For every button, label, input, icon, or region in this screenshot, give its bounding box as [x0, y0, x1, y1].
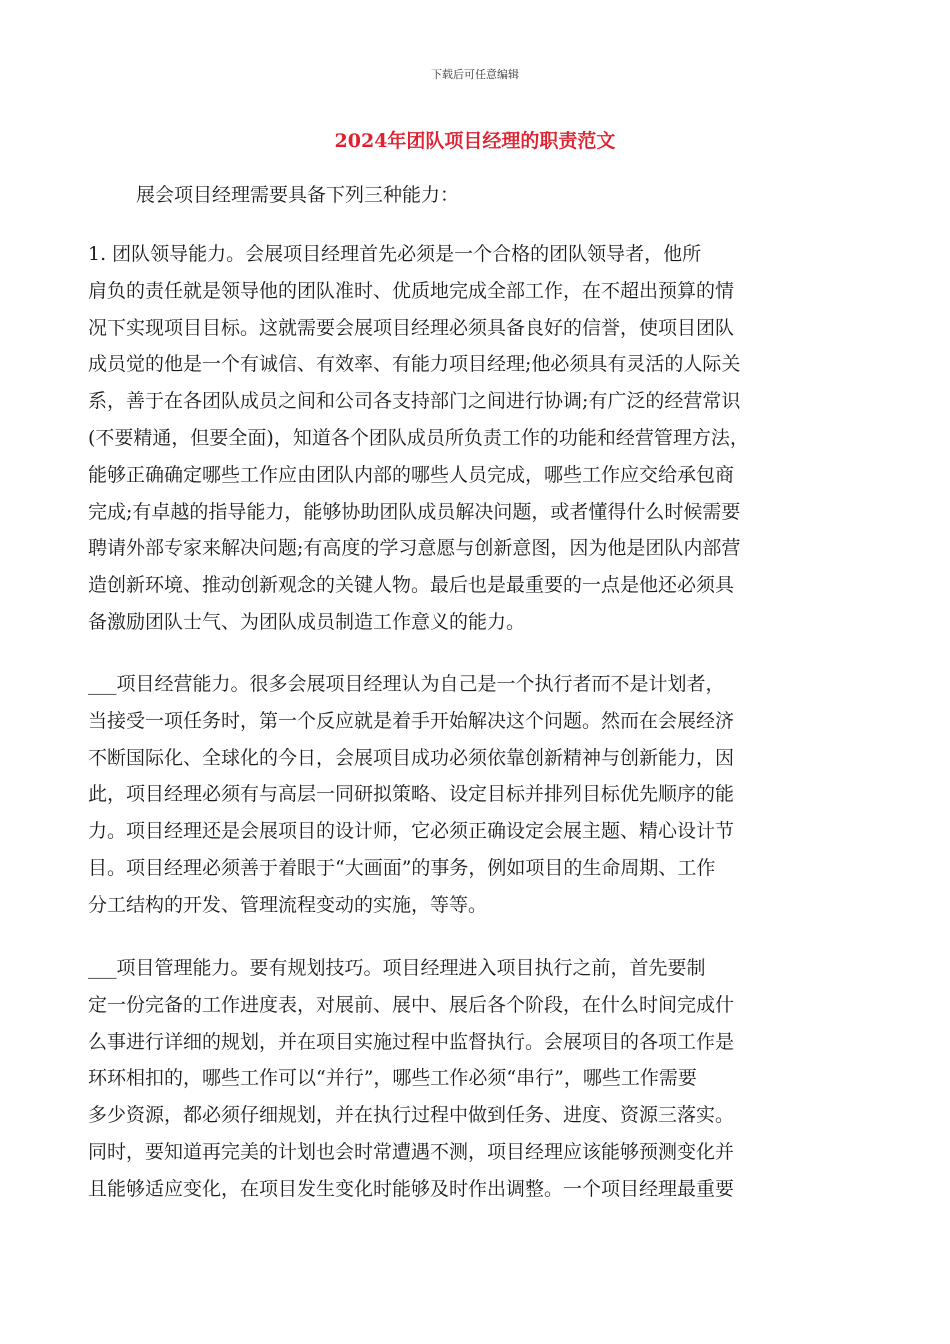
paragraph-line: 定一份完备的工作进度表，对展前、展中、展后各个阶段，在什么时间完成什 [88, 993, 735, 1016]
paragraph-line: 多少资源，都必须仔细规划，并在执行过程中做到任务、进度、资源三落实。 [88, 1104, 735, 1127]
paragraph-line: 同时，要知道再完美的计划也会时常遭遇不测，项目经理应该能够预测变化并 [88, 1140, 735, 1163]
paragraph-line: 环环相扣的，哪些工作可以“并行”，哪些工作必须“串行”，哪些工作需要 [88, 1067, 697, 1090]
paragraph-line: 当接受一项任务时，第一个反应就是着手开始解决这个问题。然而在会展经济 [88, 709, 735, 732]
paragraph-line: 聘请外部专家来解决问题;有高度的学习意愿与创新意图，因为他是团队内部营 [88, 537, 741, 560]
paragraph-line: 且能够适应变化，在项目发生变化时能够及时作出调整。一个项目经理最重要 [88, 1177, 735, 1200]
paragraph-line: ___项目管理能力。要有规划技巧。项目经理进入项目执行之前，首先要制 [88, 957, 706, 979]
paragraph-line: 况下实现项目目标。这就需要会展项目经理必须具备良好的信誉，使项目团队 [88, 316, 735, 339]
intro-line: 展会项目经理需要具备下列三种能力： [136, 184, 460, 206]
paragraph-line: 1. 团队领导能力。会展项目经理首先必须是一个合格的团队领导者，他所 [88, 243, 702, 265]
paragraph-line: 肩负的责任就是领导他的团队准时、优质地完成全部工作，在不超出预算的情 [88, 279, 735, 302]
paragraph-line: 完成;有卓越的指导能力，能够协助团队成员解决问题，或者懂得什么时候需要 [88, 500, 741, 523]
paragraph-project-operation [88, 666, 863, 924]
header-note: 下载后可任意编辑 [431, 68, 519, 81]
paragraph-project-management [88, 950, 863, 1208]
paragraph-line: ___项目经营能力。很多会展项目经理认为自己是一个执行者而不是计划者， [88, 673, 725, 695]
paragraph-line: 么事进行详细的规划，并在项目实施过程中监督执行。会展项目的各项工作是 [88, 1030, 735, 1053]
paragraph-line: 成员觉的他是一个有诚信、有效率、有能力项目经理;他必须具有灵活的人际关 [88, 353, 741, 376]
paragraph-line: 此，项目经理必须有与高层一同研拟策略、设定目标并排列目标优先顺序的能 [88, 783, 735, 806]
paragraph-line: (不要精通，但要全面)，知道各个团队成员所负责工作的功能和经营管理方法， [88, 426, 749, 449]
paragraph-line: 能够正确确定哪些工作应由团队内部的哪些人员完成，哪些工作应交给承包商 [88, 463, 735, 486]
document-title: 2024年团队项目经理的职责范文 [334, 130, 616, 152]
paragraph-line: 目。项目经理必须善于着眼于“大画面”的事务，例如项目的生命周期、工作 [88, 856, 716, 879]
paragraph-line: 力。项目经理还是会展项目的设计师，它必须正确设定会展主题、精心设计节 [88, 820, 735, 843]
paragraph-line: 不断国际化、全球化的今日，会展项目成功必须依靠创新精神与创新能力，因 [88, 746, 735, 769]
paragraph-team-leadership [88, 236, 863, 641]
paragraph-line: 造创新环境、推动创新观念的关键人物。最后也是最重要的一点是他还必须具 [88, 574, 735, 597]
paragraph-line: 系，善于在各团队成员之间和公司各支持部门之间进行协调;有广泛的经营常识 [88, 390, 741, 413]
paragraph-line: 分工结构的开发、管理流程变动的实施，等等。 [88, 893, 488, 916]
paragraph-line: 备激励团队士气、为团队成员制造工作意义的能力。 [88, 610, 526, 633]
